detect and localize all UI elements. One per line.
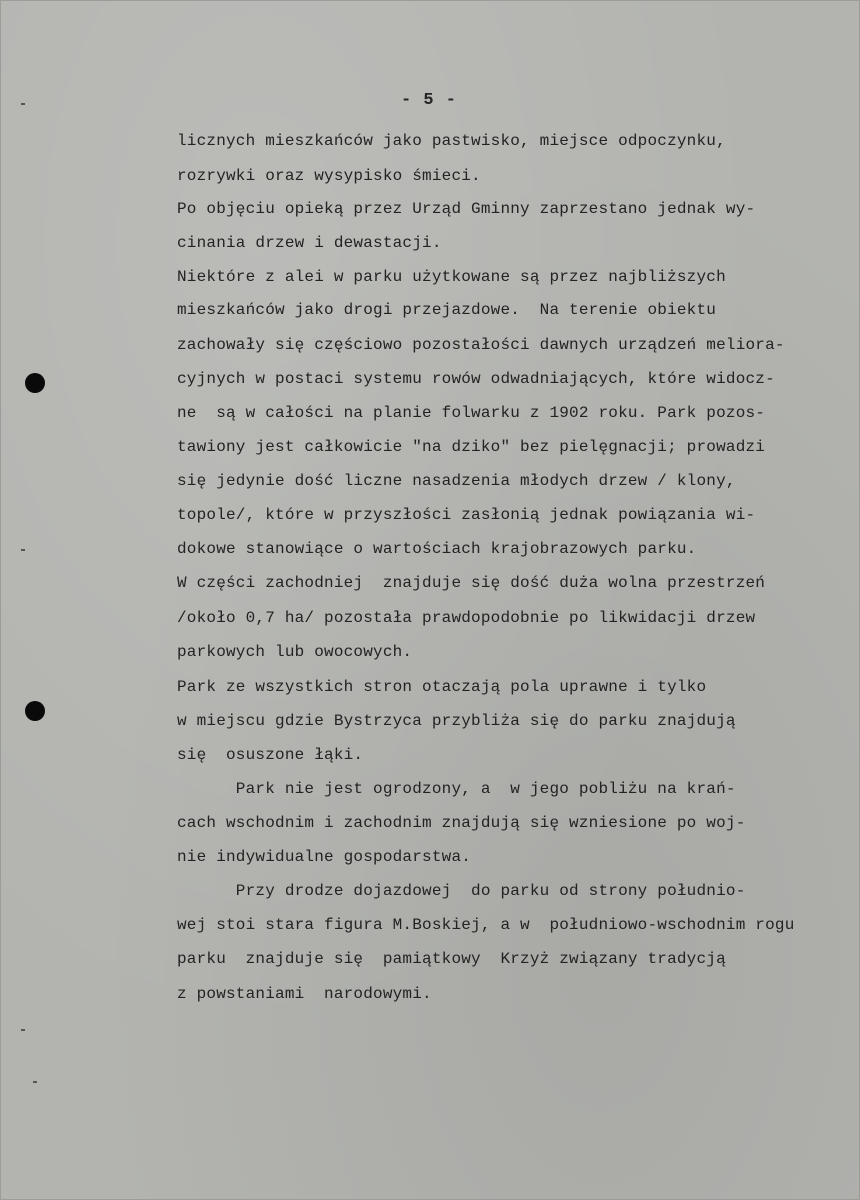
text-line: Park nie jest ogrodzony, a w jego pobliżu na krań- — [177, 780, 736, 798]
text-line: dokowe stanowiące o wartościach krajobrazowych parku. — [177, 540, 697, 558]
punch-hole — [25, 373, 45, 393]
text-line: /około 0,7 ha/ pozostała prawdopodobnie po likwidacji drzew — [177, 609, 756, 627]
text-line: tawiony jest całkowicie "na dziko" bez pielęgnacji; prowadzi — [177, 438, 766, 456]
text-line: zachowały się częściowo pozostałości dawnych urządzeń meliora- — [177, 336, 785, 354]
text-line: rozrywki oraz wysypisko śmieci. — [177, 167, 481, 185]
text-line: wej stoi stara figura M.Boskiej, a w południowo-wschodnim rogu — [177, 916, 795, 934]
text-line: cyjnych w postaci systemu rowów odwadniających, które widocz- — [177, 370, 775, 388]
text-line: parku znajduje się pamiątkowy Krzyż związany tradycją — [177, 950, 726, 968]
text-line: cach wschodnim i zachodnim znajdują się wzniesione po woj- — [177, 814, 746, 832]
punch-hole — [25, 701, 45, 721]
text-line: Niektóre z alei w parku użytkowane są przez najbliższych — [177, 268, 726, 286]
margin-mark — [33, 1081, 37, 1083]
text-line: Po objęciu opieką przez Urząd Gminny zaprzestano jednak wy- — [177, 200, 756, 218]
margin-mark — [21, 1029, 25, 1031]
text-line: licznych mieszkańców jako pastwisko, miejsce odpoczynku, — [177, 132, 726, 150]
text-line: W części zachodniej znajduje się dość duża wolna przestrzeń — [177, 574, 766, 592]
text-line: w miejscu gdzie Bystrzyca przybliża się do parku znajdują — [177, 712, 736, 730]
text-line: się jedynie dość liczne nasadzenia młodych drzew / klony, — [177, 472, 736, 490]
margin-mark — [21, 549, 25, 551]
text-line: nie indywidualne gospodarstwa. — [177, 848, 472, 866]
text-line: topole/, które w przyszłości zasłonią jednak powiązania wi- — [177, 506, 756, 524]
text-line: z powstaniami narodowymi. — [177, 985, 432, 1003]
text-line: mieszkańców jako drogi przejazdowe. Na terenie obiektu — [177, 301, 717, 319]
text-line: ne są w całości na planie folwarku z 1902 roku. Park pozos- — [177, 404, 766, 422]
page-number: - 5 - — [401, 91, 458, 110]
text-line: Park ze wszystkich stron otaczają pola uprawne i tylko — [177, 678, 707, 696]
text-line: parkowych lub owocowych. — [177, 643, 413, 661]
text-line: Przy drodze dojazdowej do parku od strony południo- — [177, 882, 746, 900]
text-line: cinania drzew i dewastacji. — [177, 234, 442, 252]
margin-mark — [21, 103, 25, 105]
text-line: się osuszone łąki. — [177, 746, 364, 764]
